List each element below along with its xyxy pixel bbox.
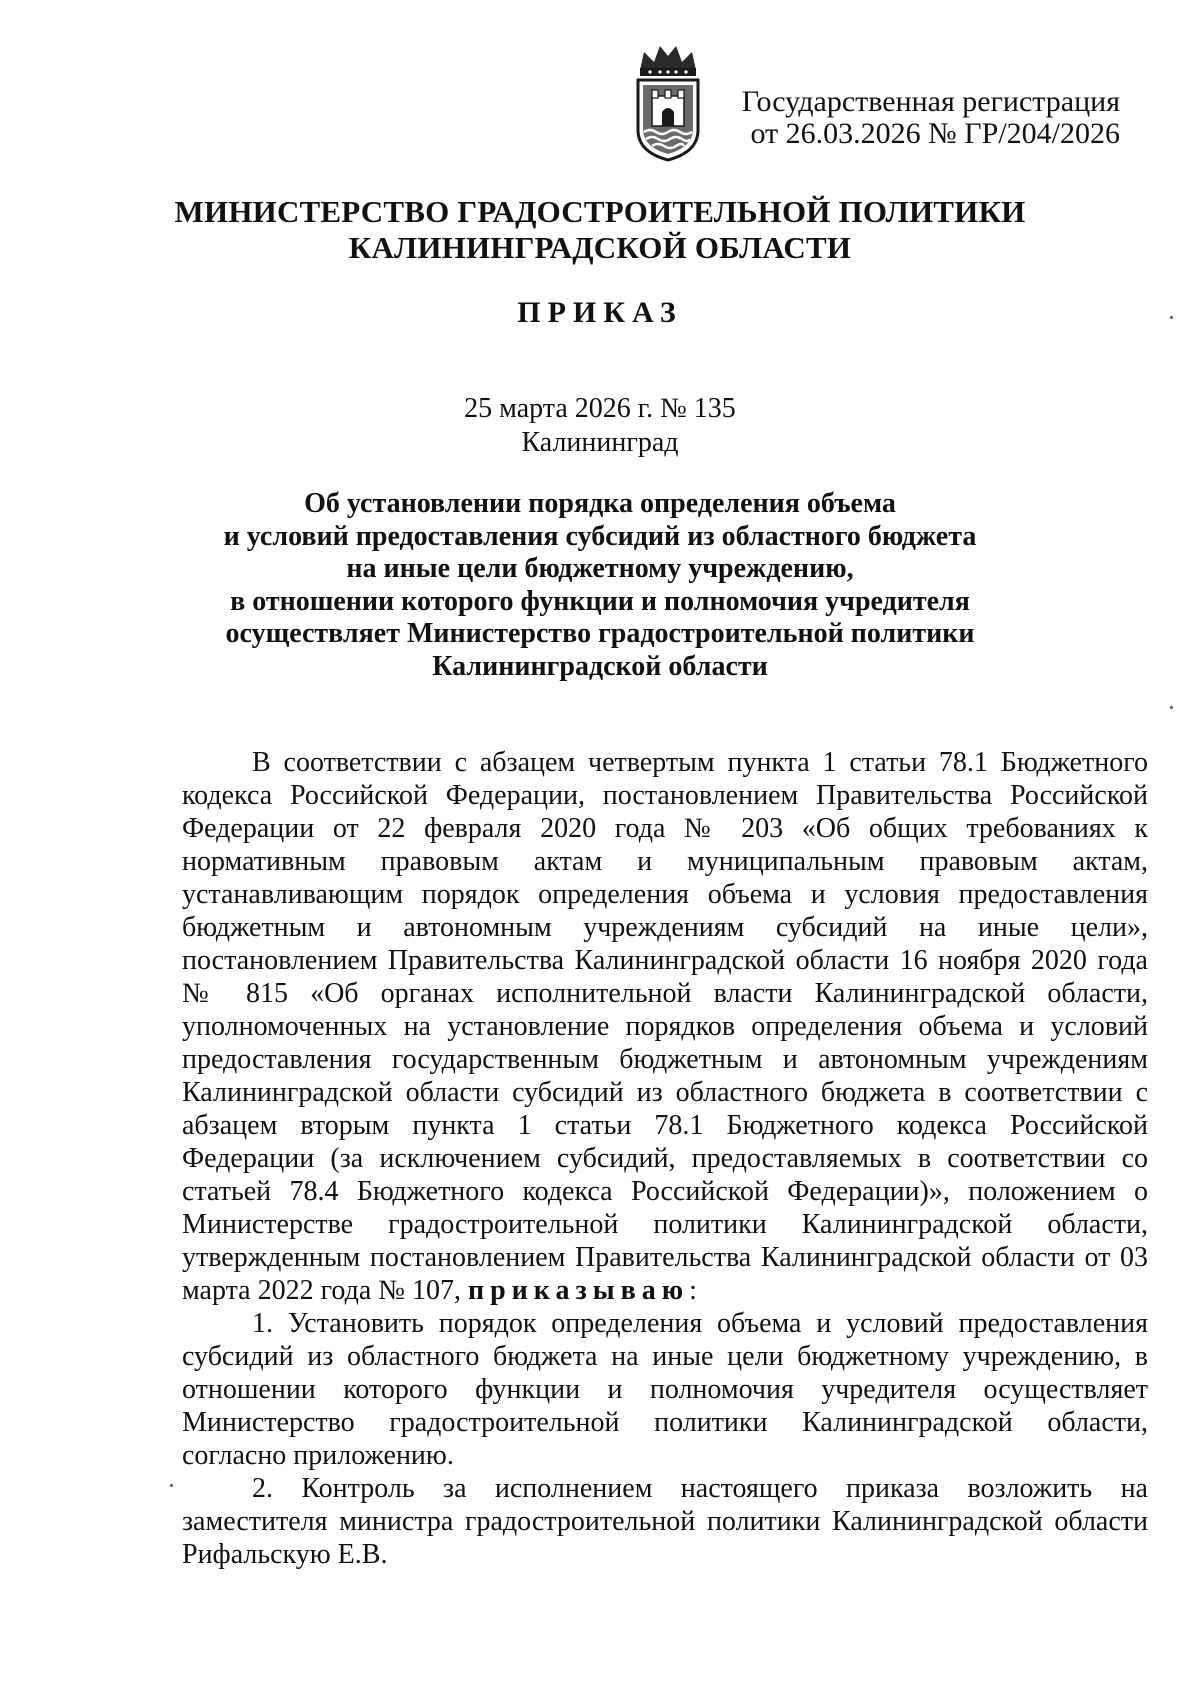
order-title-line: в отношении которого функции и полномочия учредителя [230, 585, 970, 617]
ministry-name-line-2: КАЛИНИНГРАДСКОЙ ОБЛАСТИ [348, 230, 852, 265]
ministry-name-line-1: МИНИСТЕРСТВО ГРАДОСТРОИТЕЛЬНОЙ ПОЛИТИКИ [174, 194, 1026, 229]
order-title-line: осуществляет Министерство градостроительной политики [225, 618, 975, 649]
scan-speck [1170, 706, 1173, 709]
state-registration-block [700, 86, 1120, 150]
order-body [182, 746, 1148, 1571]
order-item-2: 2. Контроль за исполнением настоящего приказа возложить на заместителя министра градостроительной политики Калининградской области Рифальскую Е.В. [182, 1473, 1148, 1570]
order-title-line: на иные цели бюджетному учреждению, [346, 553, 854, 584]
order-colon: : [689, 1275, 697, 1306]
preamble-text: В соответствии с абзацем четвертым пункта 1 статьи 78.1 Бюджетного кодекса Российской Федерации, постановлением Правительства Российской Федерации от 22 февраля 2020 года № 203 «Об общих требованиях к нормативным правовым актам и муниципальным правовым актам, устанавливающим порядок определения объема и условия предоставления бюджетным и автономным учреждениям субсидий на иные цели», постановлением Правительства Калининградской области 16 ноября 2020 года № 815 «Об органах исполнительной власти Калининградской области, уполномоченных на установление порядков определения объема и условий предоставления государственным бюджетным и автономным учреждениям Калининградской области субсидий из областного бюджета в соответствии с абзацем вторым пункта 1 статьи 78.1 Бюджетного кодекса Российской Федерации (за исключением субсидий, предоставляемых в соответствии со статьей 78.4 Бюджетного кодекса Российской Федерации)», положением о Министерстве градостроительной политики Калининградской области, утвержденным постановлением Правительства Калининградской области от 03 марта 2022 года № 107, [182, 747, 1148, 1306]
ministry-name [0, 194, 1200, 266]
order-word: приказываю [467, 1275, 690, 1306]
order-title-line: Об установлении порядка определения объема [304, 488, 896, 519]
preamble-paragraph [182, 746, 1148, 1307]
registration-label: Государственная регистрация [741, 85, 1120, 118]
coat-of-arms-icon [630, 40, 706, 162]
order-item-1: 1. Установить порядок определения объема и условий предоставления субсидий из областного бюджета на иные цели бюджетному учреждению, в отношении которого функции и полномочия учредителя осуществляет Министерство градостроительной политики Калининградской области, согласно приложению. [182, 1308, 1148, 1471]
order-city: Калининград [521, 427, 679, 458]
order-date-block [0, 392, 1200, 460]
order-title [0, 488, 1200, 683]
document-type-heading: ПРИКАЗ [517, 296, 683, 329]
registration-number: от 26.03.2026 № ГР/204/2026 [750, 117, 1120, 150]
order-title-line: и условий предоставления субсидий из областного бюджета [223, 520, 977, 552]
order-title-line: Калининградской области [432, 650, 768, 682]
scan-speck [170, 1484, 173, 1487]
scan-speck [1170, 316, 1173, 319]
order-date-number: 25 марта 2026 г. № 135 [464, 393, 736, 424]
